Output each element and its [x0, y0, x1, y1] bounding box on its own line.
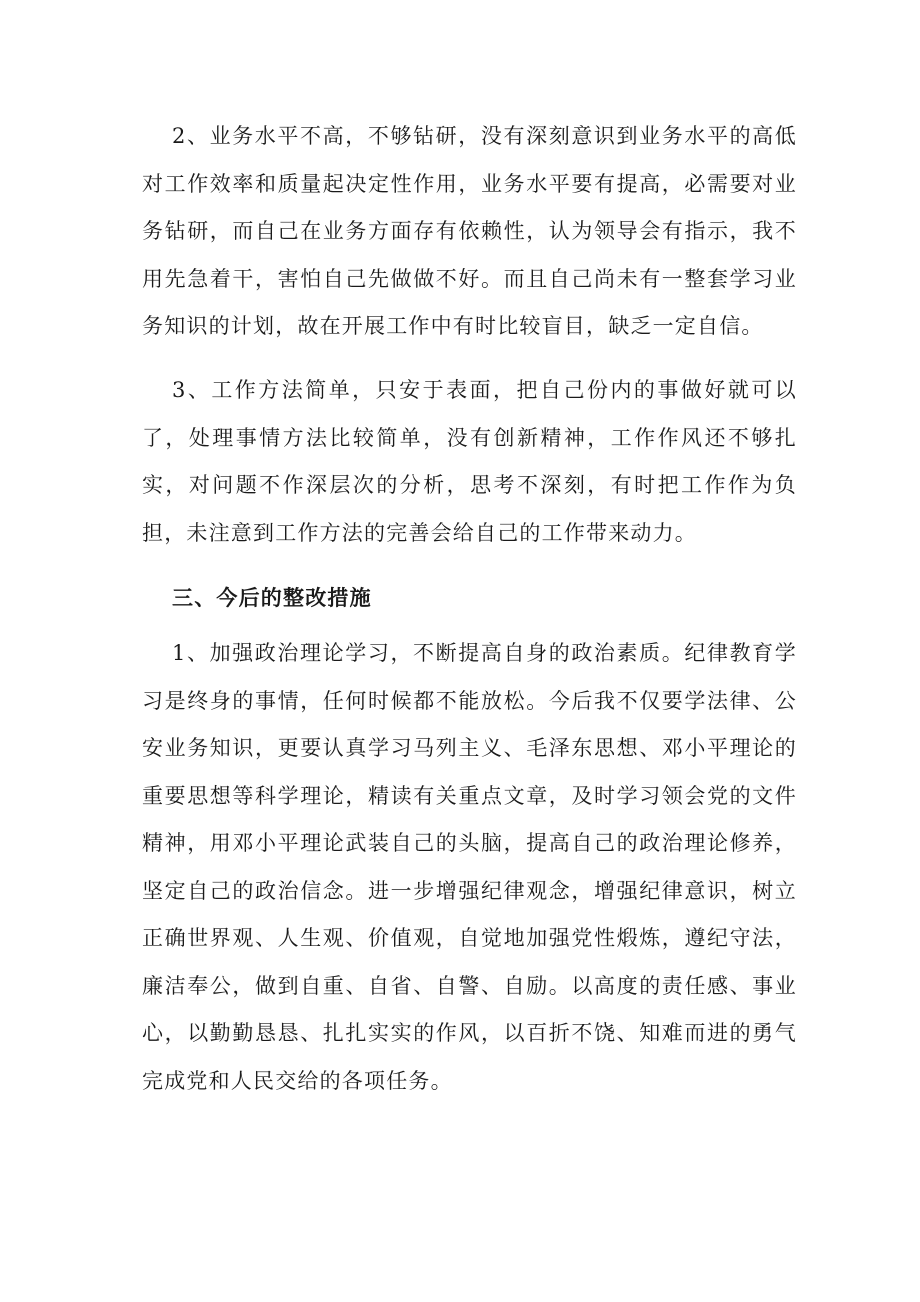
paragraph-political-study: 1、加强政治理论学习，不断提高自身的政治素质。纪律教育学习是终身的事情，任何时候都不能放松。今后我不仅要学法律、公安业务知识，更要认真学习马列主义、毛泽东思想、邓小平理论的重要思想等科学理论，精读有关重点文章，及时学习领会党的文件精神，用邓小平理论武装自己的头脑，提高自己的政治理论修养，坚定自己的政治信念。进一步增强纪律观念，增强纪律意识，树立正确世界观、人生观、价值观，自觉地加强党性煅炼，遵纪守法，廉洁奉公，做到自重、自省、自警、自励。以高度的责任感、事业心，以勤勤恳恳、扎扎实实的作风，以百折不饶、知难而进的勇气完成党和人民交给的各项任务。	[142, 641, 797, 1093]
section-heading-rectification: 三、今后的整改措施	[172, 585, 372, 610]
paragraph-work-method: 3、工作方法简单，只安于表面，把自己份内的事做好就可以了，处理事情方法比较简单，没有创新精神，工作作风还不够扎实，对问题不作深层次的分析，思考不深刻，有时把工作作为负担，未注意到工作方法的完善会给自己的工作带来动力。	[142, 378, 797, 545]
paragraph-business-level: 2、业务水平不高，不够钻研，没有深刻意识到业务水平的高低对工作效率和质量起决定性作用，业务水平要有提高，必需要对业务钻研，而自己在业务方面存有依赖性，认为领导会有指示，我不用先急着干，害怕自己先做做不好。而且自己尚未有一整套学习业务知识的计划，故在开展工作中有时比较盲目，缺乏一定自信。	[142, 124, 797, 338]
